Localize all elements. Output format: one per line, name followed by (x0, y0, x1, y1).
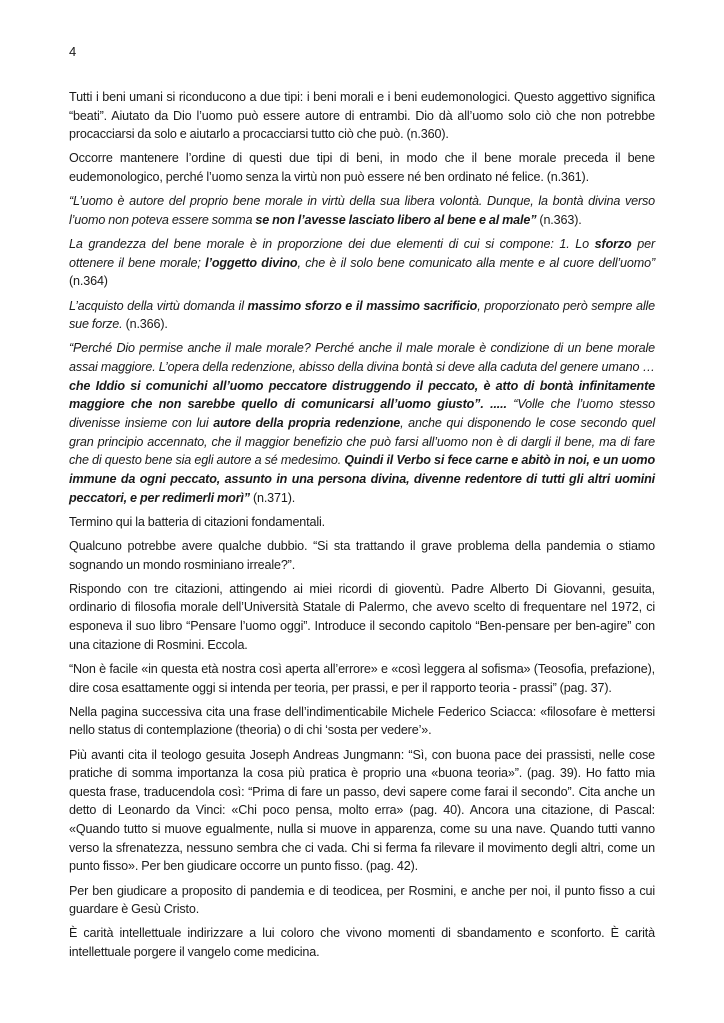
paragraph-text: Termino qui la batteria di citazioni fondamentali. (69, 514, 326, 529)
quote-emphasis: Quindi il Verbo si fece carne e abitò in noi, e un uomo immune da ogni peccato, assunto in una persona divina, divenne redentore di tutti gli altri uomini peccatori, e per redimerli morì” (69, 453, 656, 505)
paragraph-non-facile (69, 660, 655, 697)
paragraph-beni-umani (69, 88, 655, 144)
quote-n371 (69, 339, 655, 507)
quote-n363 (69, 192, 655, 229)
quote-emphasis: sforzo (594, 237, 632, 252)
quote-text: , anche qui disponendo le cose secondo quel gran principio accennato, che il maggior benefizio che può farsi all’uomo non è di dargli il bene, ma di fare che di questo bene sia egli autore a sé medesimo. (69, 416, 656, 468)
paragraph-termino (69, 513, 655, 532)
paragraph-text: Rispondo con tre citazioni, attingendo ai miei ricordi di gioventù. Padre Alberto Di Giovanni, gesuita, ordinario di filosofia morale dell’Università Statale di Palermo, che avevo scelto di frequentare nel 1972, ci esponeva il suo libro “Pensare l’uomo oggi”. Introduce il secondo capitolo “Ben-pensare per ben-agire” con una citazione di Rosmini. Eccola. (69, 581, 655, 652)
citation-ref: (n.366). (122, 317, 168, 332)
document-body (69, 88, 655, 967)
quote-n364 (69, 235, 655, 291)
quote-text: “L’uomo è autore del proprio bene morale in virtù della sua libera volontà. Dunque, la bontà divina verso l’uomo non poteva essere somma (69, 194, 655, 227)
paragraph-text: Nella pagina successiva cita una frase dell’indimenticabile Michele Federico Sciacca: «filosofare è mettersi nello status di contemplazione (theoria) o di chi ‘sosta per vedere’». (69, 704, 655, 738)
quote-n366 (69, 297, 655, 334)
citation-ref: (n.364) (69, 274, 108, 289)
paragraph-dubbio (69, 537, 655, 574)
quote-text: “Perché Dio permise anche il male morale? Perché anche il male morale è condizione di un bene morale assai maggiore. L’opera della redenzione, abisso della divina bontà si deve alla caduta del genere umano … (69, 341, 655, 375)
quote-emphasis: massimo sforzo e il massimo sacrificio (247, 298, 478, 313)
paragraph-ordine-beni (69, 149, 655, 186)
quote-emphasis: che Iddio si comunichi all’uomo peccatore distruggendo il peccato, è atto di bontà infinitamente maggiore che non sarebbe quello di comunicarsi all’uomo giusto”. ..... (69, 378, 655, 412)
quote-text: per ottenere il bene morale; (69, 237, 655, 270)
paragraph-sciacca (69, 703, 655, 740)
paragraph-text: Occorre mantenere l’ordine di questi due tipi di beni, in modo che il bene morale preceda il bene eudemonologico, perché l’uomo senza la virtù non può essere né ben ordinato né felice. (n.361). (69, 151, 655, 185)
quote-emphasis: l’oggetto divino (205, 255, 298, 270)
quote-text: L’acquisto della virtù domanda il (69, 298, 248, 313)
paragraph-text: Più avanti cita il teologo gesuita Joseph Andreas Jungmann: “Sì, con buona pace dei prassisti, nelle cose pratiche di somma importanza la cosa più pratica è proprio una «buona teoria»”. (pag. 39). Ho fatto mia questa frase, traducendola così: “Prima di fare un passo, devi sapere come farai il secondo”. Cita anche un detto di Leonardo da Vinci: «Chi poco pensa, molto erra» (pag. 40). Ancora una citazione, di Pascal: «Quando tutto si muove egualmente, nulla si muove in apparenza, come su una nave. Quando tutti vanno verso la sfrenatezza, nessuno sembra che ci vada. Chi si ferma fa rilevare il movimento degli altri, come un punto fisso». Per ben giudicare occorre un punto fisso. (pag. 42). (69, 747, 655, 874)
citation-ref: (n.363). (536, 212, 582, 227)
quote-text: , proporzionato però sempre alle sue forze. (69, 298, 656, 332)
paragraph-text: Tutti i beni umani si riconducono a due tipi: i beni morali e i beni eudemonologici. Questo aggettivo significa “beati”. Aiutato da Dio l’uomo può essere autore di entrambi. Dio dà all’uomo solo ciò che non potrebbe procacciarsi da solo e aiutarlo a procacciarsi tutto ciò che può. (n.360). (69, 90, 655, 142)
paragraph-text: Qualcuno potrebbe avere qualche dubbio. “Si sta trattando il grave problema della pandemia o stiamo sognando un mondo rosminiano irreale?”. (69, 538, 655, 572)
paragraph-rispondo (69, 580, 655, 655)
paragraph-punto-fisso (69, 882, 655, 919)
quote-text: La grandezza del bene morale è in proporzione dei due elementi di cui si compone: 1. Lo (69, 237, 595, 252)
paragraph-jungmann (69, 746, 655, 877)
page-number: 4 (69, 44, 77, 59)
quote-emphasis: autore della propria redenzione (213, 416, 401, 430)
quote-text: , che è il solo bene comunicato alla mente e al cuore dell’uomo” (297, 255, 655, 270)
paragraph-text: “Non è facile «in questa età nostra così aperta all’errore» e «così leggera al sofisma» (Teosofia, prefazione), dire cosa esattamente oggi si intenda per teoria, per prassi, e per il rapporto teoria - prassi” (pag. 37). (69, 661, 655, 695)
paragraph-text: È carità intellettuale indirizzare a lui coloro che vivono momenti di sbandamento e sconforto. È carità intellettuale porgere il vangelo come medicina. (69, 926, 655, 960)
citation-ref: (n.371). (249, 490, 296, 505)
quote-emphasis: se non l’avesse lasciato libero al bene e al male” (255, 212, 537, 227)
quote-text: “Volle che l’uomo stesso divenisse insieme con lui (69, 397, 655, 430)
paragraph-carita (69, 924, 655, 961)
paragraph-text: Per ben giudicare a proposito di pandemia e di teodicea, per Rosmini, e anche per noi, il punto fisso a cui guardare è Gesù Cristo. (69, 883, 655, 917)
